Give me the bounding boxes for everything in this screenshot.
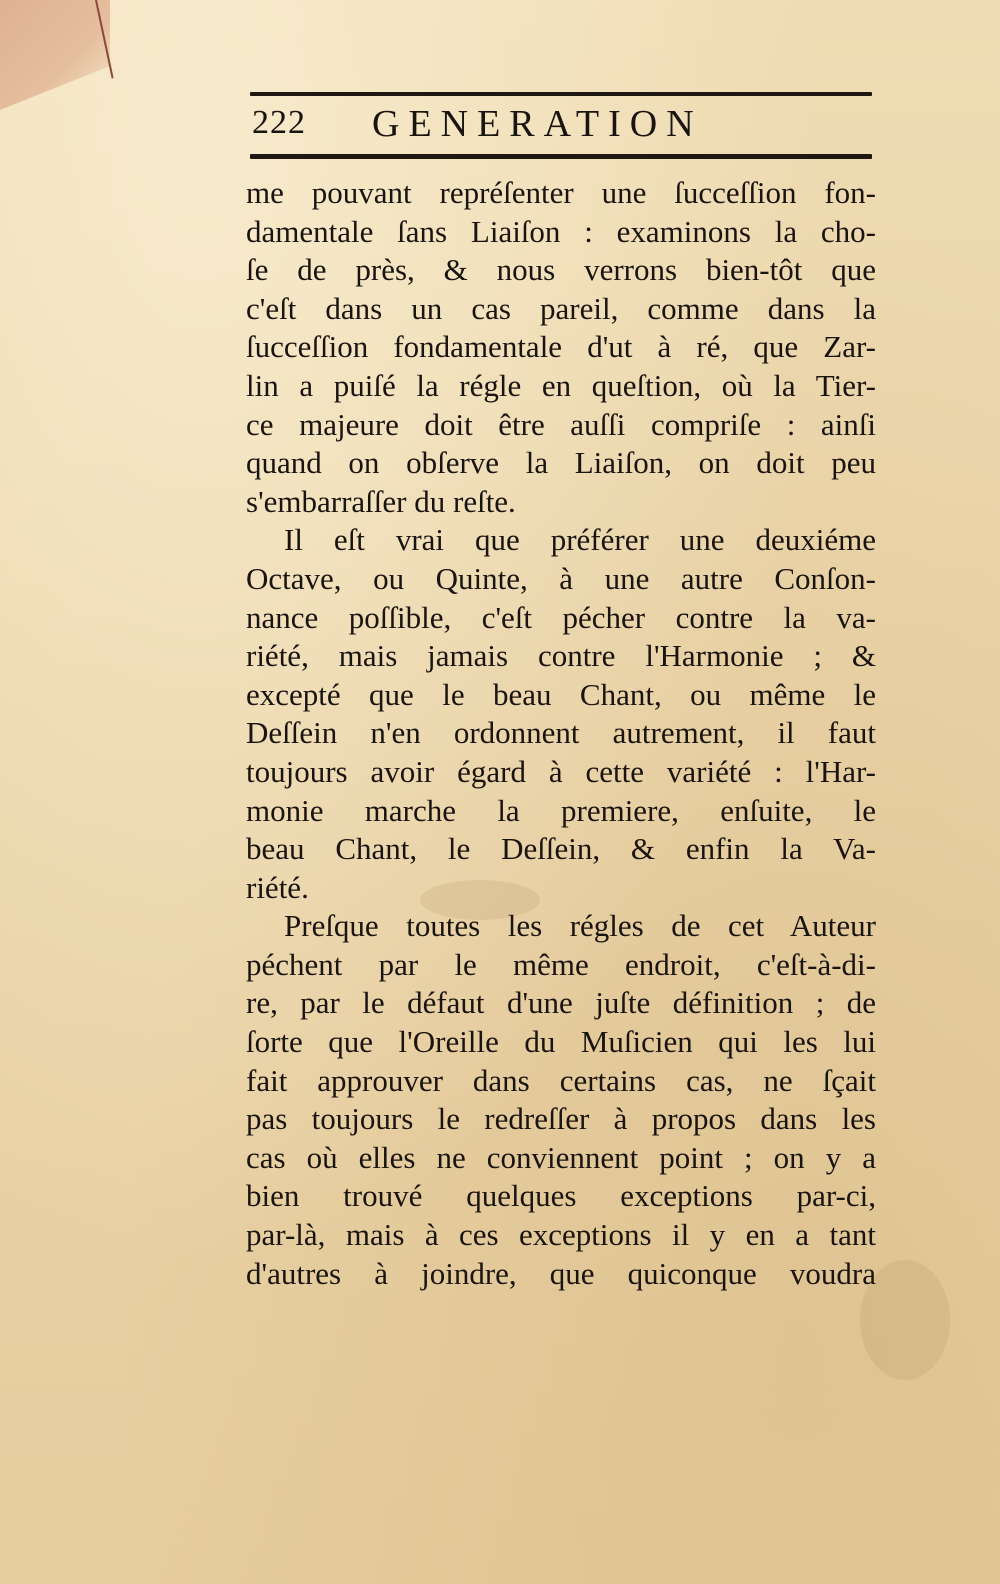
text-line: fait approuver dans certains cas, ne ſçait — [246, 1062, 876, 1098]
text-line: damentale ſans Liaiſon : examinons la cho- — [246, 213, 876, 249]
text-line: ſucceſſion fondamentale d'ut à ré, que Zar- — [246, 329, 876, 365]
text-line: lin a puiſé la régle en queſtion, où la Tier- — [246, 367, 876, 403]
text-line: Deſſein n'en ordonnent autrement, il faut — [246, 715, 876, 751]
text-line: péchent par le même endroit, c'eſt-à-di- — [246, 946, 876, 982]
body-text — [246, 174, 876, 1293]
text-line: ce majeure doit être auſſi compriſe : ainſi — [246, 406, 876, 442]
text-line: riété, mais jamais contre l'Harmonie ; & — [246, 638, 876, 674]
header-rule-bottom — [250, 154, 872, 159]
text-line: pas toujours le redreſſer à propos dans les — [246, 1101, 876, 1137]
paragraph-first-line: Il eſt vrai que préférer une deuxiéme — [284, 522, 876, 558]
text-line: cas où elles ne conviennent point ; on y a — [246, 1139, 876, 1175]
text-line: me pouvant repréſenter une ſucceſſion fon- — [246, 175, 876, 210]
page-number: 222 — [252, 104, 306, 141]
paragraph-first-line: Preſque toutes les régles de cet Auteur — [284, 908, 876, 944]
text-line: riété. — [246, 869, 309, 905]
folded-corner — [0, 0, 110, 110]
text-line: re, par le défaut d'une juſte définition ; de — [246, 985, 876, 1021]
page-header — [250, 92, 872, 166]
text-line: par-là, mais à ces exceptions il y en a tant — [246, 1217, 876, 1253]
text-line: excepté que le beau Chant, ou même le — [246, 676, 876, 712]
text-line: toujours avoir égard à cette variété : l'Har- — [246, 753, 876, 789]
text-line: c'eſt dans un cas pareil, comme dans la — [246, 290, 876, 326]
text-line: nance poſſible, c'eſt pécher contre la va- — [246, 599, 876, 635]
text-line: beau Chant, le Deſſein, & enfin la Va- — [246, 831, 876, 867]
text-line: ſe de près, & nous verrons bien-tôt que — [246, 252, 876, 288]
text-line: quand on obſerve la Liaiſon, on doit peu — [246, 445, 876, 481]
text-line: bien trouvé quelques exceptions par-ci, — [246, 1178, 876, 1214]
running-head: GENERATION — [372, 103, 703, 145]
text-line: Octave, ou Quinte, à une autre Conſon- — [246, 560, 876, 596]
text-line: d'autres à joindre, que quiconque voudra — [246, 1255, 876, 1291]
text-line: s'embarraſſer du reſte. — [246, 483, 516, 519]
text-line: monie marche la premiere, enſuite, le — [246, 792, 876, 828]
text-line: ſorte que l'Oreille du Muſicien qui les lui — [246, 1024, 876, 1060]
header-rule-top — [250, 92, 872, 96]
